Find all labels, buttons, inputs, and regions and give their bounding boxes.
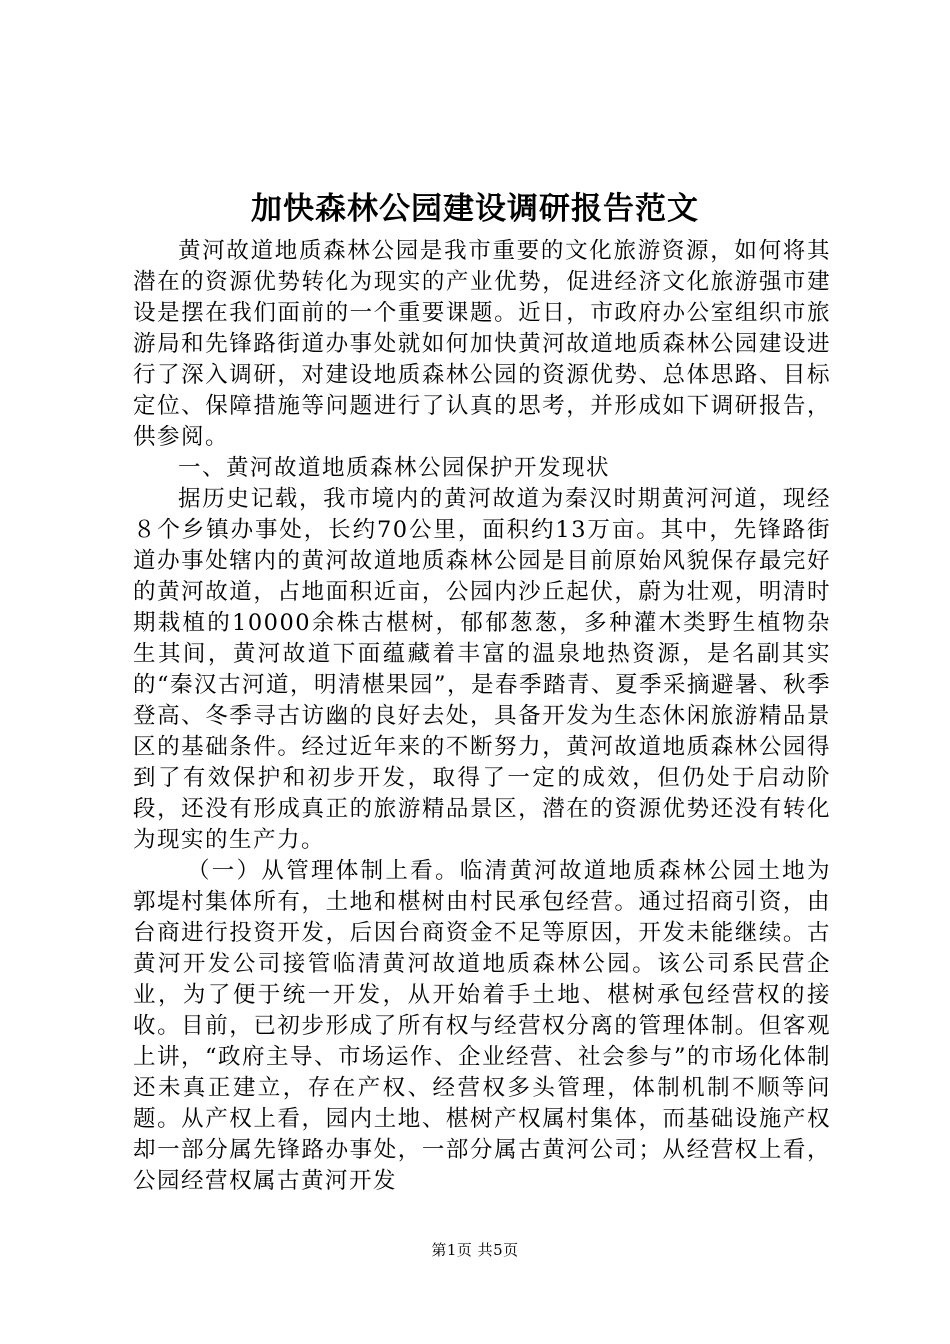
history-paragraph: 据历史记载，我市境内的黄河故道为秦汉时期黄河河道，现经８个乡镇办事处，长约70公里，面积约13万亩。其中，先锋路街道办事处辖内的黄河故道地质森林公园是目前原始风貌保存最完好的黄河故道，占地面积近亩，公园内沙丘起伏，蔚为壮观，明清时期栽植的10000余株古椹树，郁郁葱葱，多种灌木类野生植物杂生其间，黄河故道下面蕴藏着丰富的温泉地热资源，是名副其实的“秦汉古河道，明清椹果园”，是春季踏青、夏季采摘避暑、秋季登高、冬季寻古访幽的良好去处，具备开发为生态休闲旅游精品景区的基础条件。经过近年来的不断努力，黄河故道地质森林公园得到了有效保护和初步开发，取得了一定的成效，但仍处于启动阶段，还没有形成真正的旅游精品景区，潜在的资源优势还没有转化为现实的生产力。 <box>133 486 832 853</box>
section-heading: 一、黄河故道地质森林公园保护开发现状 <box>178 455 611 481</box>
page-footer: 第1页 共5页 <box>431 1241 519 1259</box>
intro-paragraph: 黄河故道地质森林公园是我市重要的文化旅游资源，如何将其潜在的资源优势转化为现实的产业优势，促进经济文化旅游强市建设是摆在我们面前的一个重要课题。近日，市政府办公室组织市旅游局和先锋路街道办事处就如何加快黄河故道地质森林公园建设进行了深入调研，对建设地质森林公园的资源优势、总体思路、目标定位、保障措施等问题进行了认真的思考，并形成如下调研报告，供参阅。 <box>133 238 831 450</box>
document-body <box>133 236 831 1197</box>
document-title: 加快森林公园建设调研报告范文 <box>251 191 699 227</box>
management-paragraph: （一）从管理体制上看。临清黄河故道地质森林公园土地为郭堤村集体所有，土地和椹树由村民承包经营。通过招商引资，由台商进行投资开发，后因台商资金不足等原因，开发未能继续。古黄河开发公司接管临清黄河故道地质森林公园。该公司系民营企业，为了便于统一开发，从开始着手土地、椹树承包经营权的接收。目前，已初步形成了所有权与经营权分离的管理体制。但客观上讲，“政府主导、市场运作、企业经营、社会参与”的市场化体制还未真正建立，存在产权、经营权多头管理，体制机制不顺等问题。从产权上看，园内土地、椹树产权属村集体，而基础设施产权却一部分属先锋路办事处，一部分属古黄河公司；从经营权上看，公园经营权属古黄河开发 <box>133 858 832 1194</box>
